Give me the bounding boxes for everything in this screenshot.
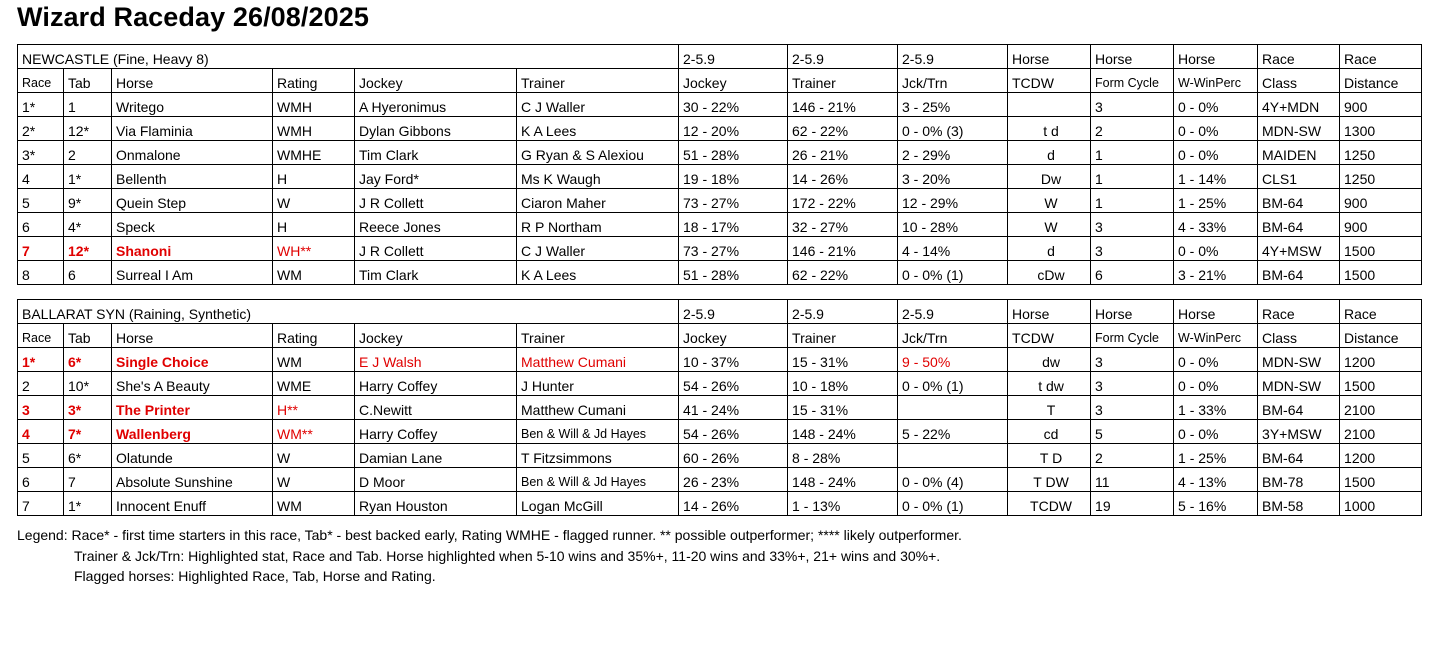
column-header: Form Cycle xyxy=(1091,69,1174,93)
column-header: Race xyxy=(18,324,64,348)
cell-rating: W xyxy=(273,444,355,468)
cell-jockey: 18 - 17% xyxy=(679,213,788,237)
cell-race: 4 xyxy=(18,420,64,444)
cell-w-winperc: 1 - 25% xyxy=(1174,189,1258,213)
cell-tcdw: T DW xyxy=(1008,468,1091,492)
runner-row xyxy=(18,165,1422,189)
cell-race: 2* xyxy=(18,117,64,141)
cell-w-winperc: 4 - 33% xyxy=(1174,213,1258,237)
cell-rating: WM xyxy=(273,492,355,516)
column-header: Trainer xyxy=(788,69,898,93)
cell-jockey: 19 - 18% xyxy=(679,165,788,189)
group-header-cell: Race xyxy=(1258,300,1340,324)
cell-trainer: 172 - 22% xyxy=(788,189,898,213)
cell-distance: 1200 xyxy=(1340,444,1422,468)
cell-form-cycle: 3 xyxy=(1091,213,1174,237)
cell-class: MDN-SW xyxy=(1258,372,1340,396)
cell-trainer: R P Northam xyxy=(517,213,679,237)
cell-tab: 1 xyxy=(64,93,112,117)
cell-w-winperc: 1 - 25% xyxy=(1174,444,1258,468)
cell-form-cycle: 1 xyxy=(1091,189,1174,213)
cell-jockey: Ryan Houston xyxy=(355,492,517,516)
cell-race: 4 xyxy=(18,165,64,189)
group-header-cell: 2-5.9 xyxy=(898,45,1008,69)
cell-distance: 900 xyxy=(1340,93,1422,117)
cell-w-winperc: 0 - 0% xyxy=(1174,372,1258,396)
cell-form-cycle: 3 xyxy=(1091,348,1174,372)
cell-trainer: T Fitzsimmons xyxy=(517,444,679,468)
cell-w-winperc: 0 - 0% xyxy=(1174,93,1258,117)
cell-jockey: Tim Clark xyxy=(355,261,517,285)
group-header-cell: Horse xyxy=(1008,300,1091,324)
cell-trainer: 15 - 31% xyxy=(788,348,898,372)
cell-tab: 3* xyxy=(64,396,112,420)
cell-tab: 1* xyxy=(64,492,112,516)
column-header: Jockey xyxy=(679,324,788,348)
meeting-table-ballarat xyxy=(17,299,1422,516)
cell-tcdw: W xyxy=(1008,213,1091,237)
group-header-cell: Horse xyxy=(1174,45,1258,69)
column-header: Form Cycle xyxy=(1091,324,1174,348)
cell-distance: 1500 xyxy=(1340,261,1422,285)
runner-row xyxy=(18,444,1422,468)
cell-trainer: 14 - 26% xyxy=(788,165,898,189)
group-header-cell: Race xyxy=(1340,45,1422,69)
cell-jockey: 60 - 26% xyxy=(679,444,788,468)
cell-jockey: Dylan Gibbons xyxy=(355,117,517,141)
column-header: Trainer xyxy=(517,69,679,93)
cell-jck-trn: 4 - 14% xyxy=(898,237,1008,261)
cell-jockey: J R Collett xyxy=(355,189,517,213)
runner-row xyxy=(18,237,1422,261)
cell-horse: Olatunde xyxy=(112,444,273,468)
cell-jck-trn: 0 - 0% (1) xyxy=(898,492,1008,516)
cell-class: BM-64 xyxy=(1258,189,1340,213)
group-header-cell: Race xyxy=(1258,45,1340,69)
group-header-cell: 2-5.9 xyxy=(788,300,898,324)
column-header: TCDW xyxy=(1008,324,1091,348)
cell-trainer: Ms K Waugh xyxy=(517,165,679,189)
cell-race: 5 xyxy=(18,444,64,468)
cell-tab: 12* xyxy=(64,237,112,261)
column-header: Jockey xyxy=(679,69,788,93)
cell-race: 3* xyxy=(18,141,64,165)
column-header: Distance xyxy=(1340,324,1422,348)
cell-w-winperc: 1 - 14% xyxy=(1174,165,1258,189)
cell-race: 7 xyxy=(18,237,64,261)
cell-class: 4Y+MSW xyxy=(1258,237,1340,261)
cell-class: MDN-SW xyxy=(1258,348,1340,372)
cell-horse: Shanoni xyxy=(112,237,273,261)
cell-form-cycle: 19 xyxy=(1091,492,1174,516)
cell-trainer: C J Waller xyxy=(517,237,679,261)
page-title: Wizard Raceday 26/08/2025 xyxy=(17,2,369,32)
cell-trainer: 146 - 21% xyxy=(788,93,898,117)
column-header: Jockey xyxy=(355,69,517,93)
column-header-row xyxy=(18,324,1422,348)
runner-row xyxy=(18,492,1422,516)
cell-jockey: Tim Clark xyxy=(355,141,517,165)
cell-tab: 6* xyxy=(64,444,112,468)
runner-row xyxy=(18,468,1422,492)
cell-trainer: K A Lees xyxy=(517,117,679,141)
venue-heading: BALLARAT SYN (Raining, Synthetic) xyxy=(18,300,679,324)
cell-trainer: Matthew Cumani xyxy=(517,396,679,420)
group-header-cell: Horse xyxy=(1091,300,1174,324)
column-header: Rating xyxy=(273,324,355,348)
cell-trainer: 62 - 22% xyxy=(788,261,898,285)
cell-tab: 6* xyxy=(64,348,112,372)
column-header: TCDW xyxy=(1008,69,1091,93)
cell-form-cycle: 3 xyxy=(1091,237,1174,261)
cell-trainer: 148 - 24% xyxy=(788,420,898,444)
cell-rating: WH** xyxy=(273,237,355,261)
group-header-cell: 2-5.9 xyxy=(898,300,1008,324)
cell-form-cycle: 1 xyxy=(1091,165,1174,189)
cell-jck-trn: 12 - 29% xyxy=(898,189,1008,213)
legend-line: Legend: Race* - first time starters in this race, Tab* - best backed early, Rating WMHE - flagged runner. ** possible outperformer; **** likely outperformer. xyxy=(17,527,962,543)
cell-jockey: J R Collett xyxy=(355,237,517,261)
cell-form-cycle: 2 xyxy=(1091,117,1174,141)
cell-jck-trn: 0 - 0% (4) xyxy=(898,468,1008,492)
cell-distance: 1500 xyxy=(1340,468,1422,492)
cell-trainer: Logan McGill xyxy=(517,492,679,516)
cell-rating: WMH xyxy=(273,93,355,117)
column-header: Horse xyxy=(112,69,273,93)
cell-horse: Writego xyxy=(112,93,273,117)
legend-line: Flagged horses: Highlighted Race, Tab, Horse and Rating. xyxy=(74,568,436,584)
cell-horse: Absolute Sunshine xyxy=(112,468,273,492)
group-header-cell: 2-5.9 xyxy=(788,45,898,69)
cell-trainer: 26 - 21% xyxy=(788,141,898,165)
group-header-cell: Race xyxy=(1340,300,1422,324)
cell-distance: 1000 xyxy=(1340,492,1422,516)
cell-form-cycle: 3 xyxy=(1091,93,1174,117)
cell-rating: WMH xyxy=(273,117,355,141)
cell-distance: 900 xyxy=(1340,189,1422,213)
group-header-row xyxy=(18,300,1422,324)
cell-trainer: 148 - 24% xyxy=(788,468,898,492)
cell-form-cycle: 5 xyxy=(1091,420,1174,444)
cell-trainer: 15 - 31% xyxy=(788,396,898,420)
cell-trainer: J Hunter xyxy=(517,372,679,396)
cell-class: CLS1 xyxy=(1258,165,1340,189)
cell-trainer: Matthew Cumani xyxy=(517,348,679,372)
cell-distance: 1250 xyxy=(1340,165,1422,189)
cell-jck-trn: 0 - 0% (1) xyxy=(898,372,1008,396)
runner-row xyxy=(18,396,1422,420)
cell-w-winperc: 0 - 0% xyxy=(1174,141,1258,165)
runner-row xyxy=(18,348,1422,372)
cell-trainer: 8 - 28% xyxy=(788,444,898,468)
cell-trainer: C J Waller xyxy=(517,93,679,117)
cell-class: BM-64 xyxy=(1258,444,1340,468)
cell-jck-trn: 9 - 50% xyxy=(898,348,1008,372)
cell-jck-trn: 3 - 25% xyxy=(898,93,1008,117)
cell-jck-trn: 0 - 0% (1) xyxy=(898,261,1008,285)
cell-race: 5 xyxy=(18,189,64,213)
column-header: Rating xyxy=(273,69,355,93)
cell-horse: Innocent Enuff xyxy=(112,492,273,516)
cell-tab: 9* xyxy=(64,189,112,213)
cell-jockey: 51 - 28% xyxy=(679,141,788,165)
cell-jck-trn xyxy=(898,444,1008,468)
cell-distance: 900 xyxy=(1340,213,1422,237)
cell-w-winperc: 1 - 33% xyxy=(1174,396,1258,420)
runner-row xyxy=(18,93,1422,117)
cell-tcdw: dw xyxy=(1008,348,1091,372)
cell-tab: 7 xyxy=(64,468,112,492)
runner-row xyxy=(18,261,1422,285)
group-header-cell: Horse xyxy=(1091,45,1174,69)
cell-distance: 2100 xyxy=(1340,420,1422,444)
cell-tab: 6 xyxy=(64,261,112,285)
cell-distance: 1250 xyxy=(1340,141,1422,165)
cell-jockey: D Moor xyxy=(355,468,517,492)
cell-jockey: 41 - 24% xyxy=(679,396,788,420)
cell-tab: 12* xyxy=(64,117,112,141)
venue-heading: NEWCASTLE (Fine, Heavy 8) xyxy=(18,45,679,69)
cell-jockey: Reece Jones xyxy=(355,213,517,237)
cell-tab: 2 xyxy=(64,141,112,165)
cell-horse: Quein Step xyxy=(112,189,273,213)
cell-distance: 1500 xyxy=(1340,372,1422,396)
cell-class: MDN-SW xyxy=(1258,117,1340,141)
cell-trainer: 146 - 21% xyxy=(788,237,898,261)
cell-class: BM-64 xyxy=(1258,396,1340,420)
cell-trainer: 10 - 18% xyxy=(788,372,898,396)
column-header: Tab xyxy=(64,69,112,93)
column-header: Distance xyxy=(1340,69,1422,93)
column-header: Trainer xyxy=(788,324,898,348)
cell-race: 8 xyxy=(18,261,64,285)
cell-w-winperc: 0 - 0% xyxy=(1174,420,1258,444)
cell-trainer: Ben & Will & Jd Hayes xyxy=(517,420,679,444)
cell-jck-trn: 0 - 0% (3) xyxy=(898,117,1008,141)
column-header: Jck/Trn xyxy=(898,69,1008,93)
column-header: Race xyxy=(18,69,64,93)
runner-row xyxy=(18,420,1422,444)
cell-rating: WM** xyxy=(273,420,355,444)
column-header-row xyxy=(18,69,1422,93)
cell-race: 1* xyxy=(18,93,64,117)
cell-horse: She's A Beauty xyxy=(112,372,273,396)
cell-tab: 7* xyxy=(64,420,112,444)
cell-jockey: C.Newitt xyxy=(355,396,517,420)
cell-class: 4Y+MDN xyxy=(1258,93,1340,117)
meeting-table-newcastle xyxy=(17,44,1422,285)
cell-w-winperc: 0 - 0% xyxy=(1174,237,1258,261)
group-header-cell: Horse xyxy=(1008,45,1091,69)
cell-jockey: E J Walsh xyxy=(355,348,517,372)
cell-jockey: A Hyeronimus xyxy=(355,93,517,117)
cell-form-cycle: 11 xyxy=(1091,468,1174,492)
cell-class: BM-64 xyxy=(1258,261,1340,285)
cell-rating: H xyxy=(273,213,355,237)
cell-rating: W xyxy=(273,468,355,492)
cell-trainer: 32 - 27% xyxy=(788,213,898,237)
cell-race: 2 xyxy=(18,372,64,396)
column-header: Class xyxy=(1258,69,1340,93)
cell-tab: 4* xyxy=(64,213,112,237)
cell-horse: Surreal I Am xyxy=(112,261,273,285)
cell-w-winperc: 0 - 0% xyxy=(1174,348,1258,372)
runner-row xyxy=(18,372,1422,396)
cell-class: BM-64 xyxy=(1258,213,1340,237)
cell-trainer: Ben & Will & Jd Hayes xyxy=(517,468,679,492)
cell-distance: 2100 xyxy=(1340,396,1422,420)
cell-trainer: G Ryan & S Alexiou xyxy=(517,141,679,165)
cell-tcdw: d xyxy=(1008,141,1091,165)
cell-rating: H** xyxy=(273,396,355,420)
legend-line: Trainer & Jck/Trn: Highlighted stat, Race and Tab. Horse highlighted when 5-10 wins and 35%+, 11-20 wins and 33%+, 21+ wins and 30%+. xyxy=(74,547,941,564)
cell-trainer: Ciaron Maher xyxy=(517,189,679,213)
group-header-cell: 2-5.9 xyxy=(679,300,788,324)
cell-horse: Onmalone xyxy=(112,141,273,165)
cell-w-winperc: 3 - 21% xyxy=(1174,261,1258,285)
column-header: Horse xyxy=(112,324,273,348)
cell-race: 6 xyxy=(18,468,64,492)
cell-trainer: K A Lees xyxy=(517,261,679,285)
cell-form-cycle: 6 xyxy=(1091,261,1174,285)
cell-class: MAIDEN xyxy=(1258,141,1340,165)
cell-tcdw: T xyxy=(1008,396,1091,420)
cell-tcdw: t d xyxy=(1008,117,1091,141)
cell-horse: Single Choice xyxy=(112,348,273,372)
column-header: Trainer xyxy=(517,324,679,348)
cell-trainer: 62 - 22% xyxy=(788,117,898,141)
legend xyxy=(17,525,962,587)
cell-tab: 10* xyxy=(64,372,112,396)
runner-row xyxy=(18,141,1422,165)
cell-distance: 1200 xyxy=(1340,348,1422,372)
cell-w-winperc: 0 - 0% xyxy=(1174,117,1258,141)
cell-jockey: 10 - 37% xyxy=(679,348,788,372)
cell-jockey: 14 - 26% xyxy=(679,492,788,516)
cell-jockey: 73 - 27% xyxy=(679,237,788,261)
cell-tcdw xyxy=(1008,93,1091,117)
cell-tab: 1* xyxy=(64,165,112,189)
column-header: W-WinPerc xyxy=(1174,69,1258,93)
cell-jockey: 30 - 22% xyxy=(679,93,788,117)
cell-trainer: 1 - 13% xyxy=(788,492,898,516)
cell-horse: The Printer xyxy=(112,396,273,420)
cell-rating: H xyxy=(273,165,355,189)
cell-jockey: Jay Ford* xyxy=(355,165,517,189)
cell-jck-trn xyxy=(898,396,1008,420)
cell-tcdw: W xyxy=(1008,189,1091,213)
column-header: W-WinPerc xyxy=(1174,324,1258,348)
cell-tcdw: d xyxy=(1008,237,1091,261)
cell-tcdw: Dw xyxy=(1008,165,1091,189)
cell-tcdw: t dw xyxy=(1008,372,1091,396)
cell-horse: Bellenth xyxy=(112,165,273,189)
column-header: Jockey xyxy=(355,324,517,348)
cell-rating: WME xyxy=(273,372,355,396)
column-header: Tab xyxy=(64,324,112,348)
cell-horse: Via Flaminia xyxy=(112,117,273,141)
runner-row xyxy=(18,213,1422,237)
cell-jockey: 54 - 26% xyxy=(679,420,788,444)
cell-jockey: Harry Coffey xyxy=(355,420,517,444)
cell-horse: Speck xyxy=(112,213,273,237)
cell-rating: WM xyxy=(273,261,355,285)
cell-jockey: Damian Lane xyxy=(355,444,517,468)
cell-jockey: 51 - 28% xyxy=(679,261,788,285)
cell-tcdw: cDw xyxy=(1008,261,1091,285)
group-header-row xyxy=(18,45,1422,69)
cell-tcdw: TCDW xyxy=(1008,492,1091,516)
cell-race: 7 xyxy=(18,492,64,516)
cell-jockey: 54 - 26% xyxy=(679,372,788,396)
cell-jck-trn: 2 - 29% xyxy=(898,141,1008,165)
column-header: Class xyxy=(1258,324,1340,348)
cell-class: BM-78 xyxy=(1258,468,1340,492)
group-header-cell: Horse xyxy=(1174,300,1258,324)
cell-tcdw: cd xyxy=(1008,420,1091,444)
cell-distance: 1300 xyxy=(1340,117,1422,141)
cell-jockey: Harry Coffey xyxy=(355,372,517,396)
cell-distance: 1500 xyxy=(1340,237,1422,261)
cell-w-winperc: 4 - 13% xyxy=(1174,468,1258,492)
cell-jockey: 12 - 20% xyxy=(679,117,788,141)
cell-jck-trn: 5 - 22% xyxy=(898,420,1008,444)
cell-race: 1* xyxy=(18,348,64,372)
cell-form-cycle: 3 xyxy=(1091,396,1174,420)
cell-class: 3Y+MSW xyxy=(1258,420,1340,444)
cell-rating: W xyxy=(273,189,355,213)
cell-form-cycle: 2 xyxy=(1091,444,1174,468)
cell-jck-trn: 3 - 20% xyxy=(898,165,1008,189)
cell-tcdw: T D xyxy=(1008,444,1091,468)
cell-race: 6 xyxy=(18,213,64,237)
cell-rating: WMHE xyxy=(273,141,355,165)
cell-jockey: 73 - 27% xyxy=(679,189,788,213)
cell-rating: WM xyxy=(273,348,355,372)
cell-jck-trn: 10 - 28% xyxy=(898,213,1008,237)
cell-w-winperc: 5 - 16% xyxy=(1174,492,1258,516)
cell-race: 3 xyxy=(18,396,64,420)
group-header-cell: 2-5.9 xyxy=(679,45,788,69)
runner-row xyxy=(18,117,1422,141)
cell-class: BM-58 xyxy=(1258,492,1340,516)
cell-jockey: 26 - 23% xyxy=(679,468,788,492)
cell-form-cycle: 1 xyxy=(1091,141,1174,165)
column-header: Jck/Trn xyxy=(898,324,1008,348)
runner-row xyxy=(18,189,1422,213)
cell-horse: Wallenberg xyxy=(112,420,273,444)
cell-form-cycle: 3 xyxy=(1091,372,1174,396)
